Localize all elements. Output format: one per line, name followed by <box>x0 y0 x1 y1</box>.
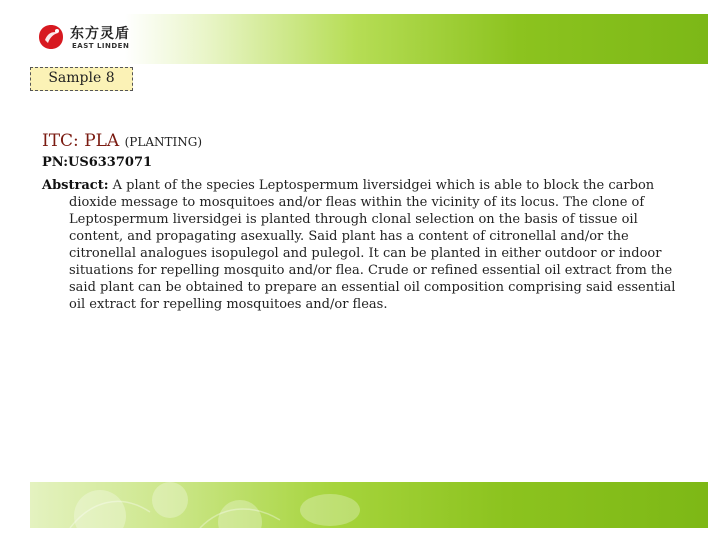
logo-emblem-icon <box>36 22 66 52</box>
flower-decoration-icon <box>30 482 708 528</box>
itc-label: ITC: PLA <box>42 131 120 151</box>
abstract-text: A plant of the species Leptospermum liversidgei which is able to block the carbon dioxide message to mosquitoes and/or fleas within the vicinity of its locus. The clone of Leptospermum liversidgei is planted through clonal selection on the basis of tissue oil content, and propagating asexually. Said plant has a content of citronellal and/or the citronellal analogues isopulegol and pulegol. It can be planted in either outdoor or indoor situations for repelling mosquito and/or flea. Crude or refined essential oil extract from the said plant can be obtained to prepare an essential oil composition comprising said essential oil extract for repelling mosquitoes and/or fleas. <box>69 178 676 312</box>
sample-label: Sample 8 <box>30 67 133 91</box>
company-logo <box>36 22 136 56</box>
abstract-label: Abstract: <box>42 178 109 193</box>
itc-heading <box>42 131 202 151</box>
logo-english-name: EAST LINDEN <box>72 42 130 50</box>
itc-detail: (PLANTING) <box>124 135 203 149</box>
logo-chinese-name: 东方灵盾 <box>70 26 130 42</box>
abstract-paragraph <box>42 177 687 313</box>
patent-number: PN:US6337071 <box>42 155 153 170</box>
footer-band <box>30 482 708 528</box>
